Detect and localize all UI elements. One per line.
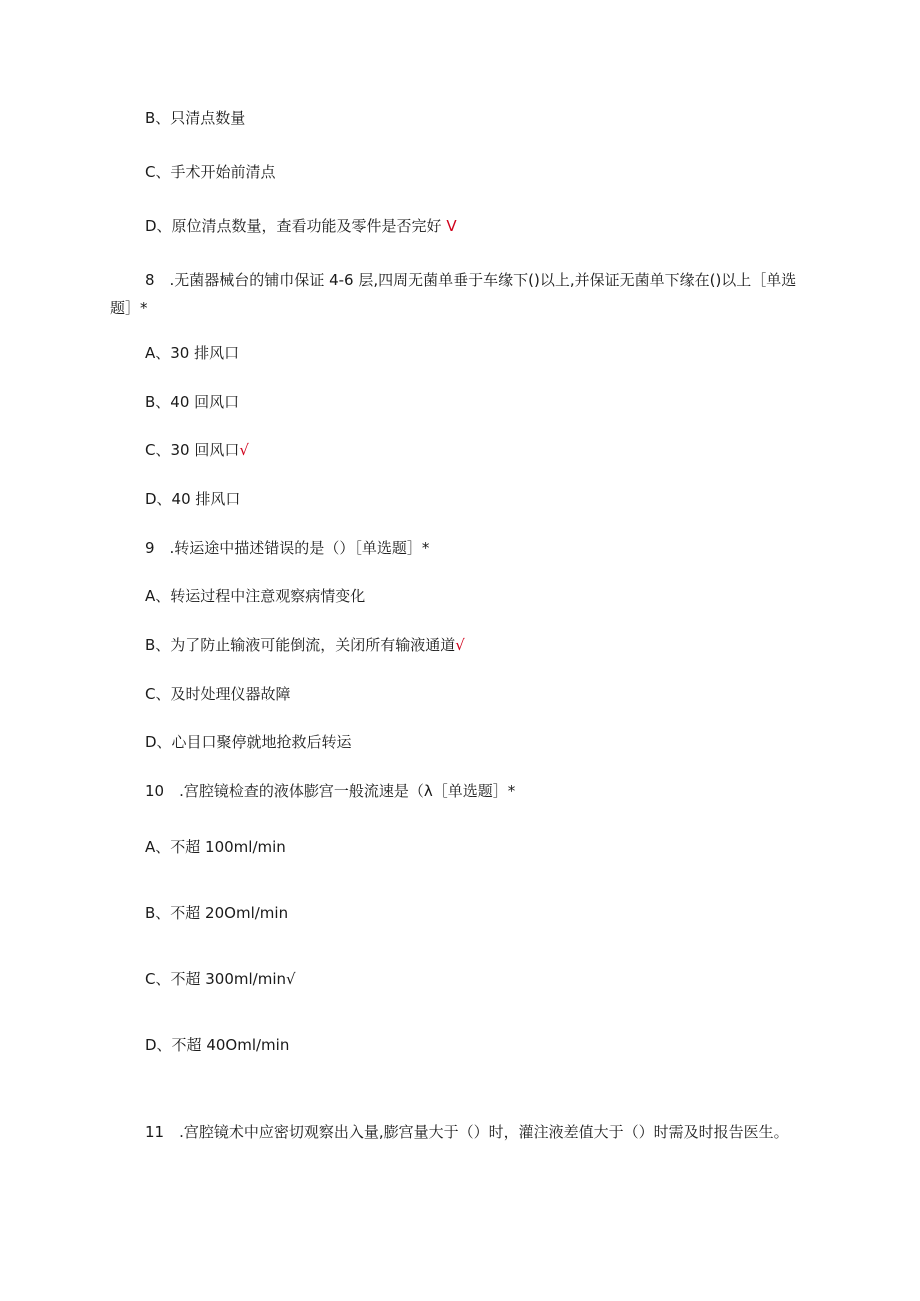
option-9-a: A、转运过程中注意观察病情变化 <box>145 587 366 605</box>
option-8-c: C、30 回风口√ <box>145 441 249 459</box>
option-10-b: B、不超 20Oml∕min <box>145 904 289 922</box>
option-8-prev-c: C、手术开始前清点 <box>145 163 276 181</box>
correct-mark: √ <box>455 636 465 654</box>
option-9-b: B、为了防止输液可能倒流，关闭所有输液通道√ <box>145 636 465 654</box>
option-8-b: B、40 回风口 <box>145 393 240 411</box>
option-8-d: D、40 排风口 <box>145 490 241 508</box>
option-8-prev-d: D、原位清点数量，查看功能及零件是否完好 V <box>145 217 457 235</box>
correct-mark: √ <box>239 441 249 459</box>
question-9: 9 .转运途中描述错误的是（）［单选题］* <box>145 539 430 557</box>
question-10: 10 .宫腔镜检查的液体膨宫一般流速是（λ［单选题］* <box>145 782 516 800</box>
option-8-a: A、30 排风口 <box>145 344 240 362</box>
correct-mark: V <box>441 217 457 235</box>
option-10-a: A、不超 100ml∕min <box>145 838 286 856</box>
question-8-wrap: 题］* <box>110 299 148 317</box>
question-11: 11 .宫腔镜术中应密切观察出入量,膨宫量大于（）时，灌注液差值大于（）时需及时报告医生。 <box>145 1123 789 1141</box>
option-8-prev-b: B、只清点数量 <box>145 109 246 127</box>
question-8: 8 .无菌器械台的铺巾保证 4-6 层,四周无菌单垂于车缘下()以上,并保证无菌单下缘在()以上［单选 <box>145 271 797 289</box>
option-9-d: D、心目口聚停就地抢救后转运 <box>145 733 352 751</box>
option-10-c: C、不超 300ml∕min√ <box>145 970 296 988</box>
option-10-d: D、不超 40Oml∕min <box>145 1036 290 1054</box>
option-9-c: C、及时处理仪器故障 <box>145 685 291 703</box>
